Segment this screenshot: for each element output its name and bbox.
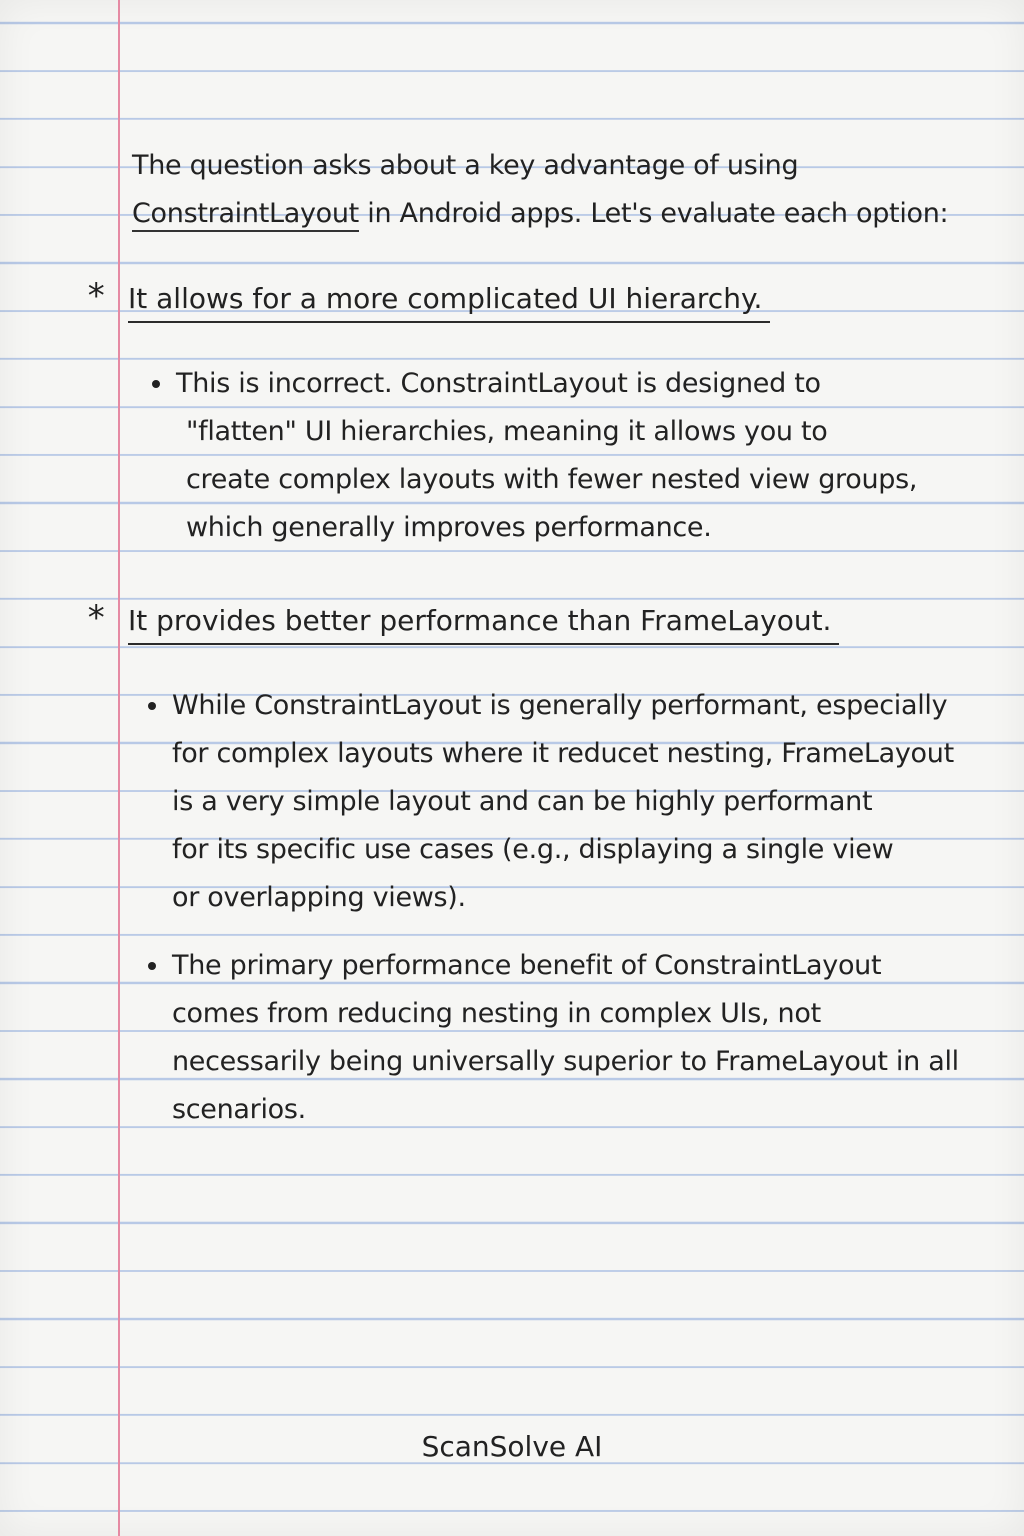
option-1-title: It allows for a more complicated UI hierarchy.: [128, 282, 770, 323]
option-1-asterisk: *: [86, 276, 107, 316]
intro-rest: in Android apps. Let's evaluate each option:: [358, 198, 949, 229]
margin-line: [118, 0, 120, 1536]
option-2-bullet-1-line-3: is a very simple layout and can be highly performant: [172, 786, 873, 817]
option-2-bullet-2-line-4: scenarios.: [172, 1094, 306, 1125]
intro-line-1: The question asks about a key advantage of using: [132, 150, 799, 181]
option-2-bullet-2-line-3: necessarily being universally superior to FrameLayout in all: [172, 1046, 959, 1077]
option-2-bullet-2-line-1: The primary performance benefit of ConstraintLayout: [172, 950, 882, 981]
option-1-bullet-1-line-1: This is incorrect. ConstraintLayout is designed to: [176, 368, 821, 399]
option-1-bullet-1-line-3: create complex layouts with fewer nested view groups,: [186, 464, 918, 495]
option-2-bullet-1-line-2: for complex layouts where it reducet nesting, FrameLayout: [172, 738, 954, 769]
footer-brand: ScanSolve AI: [421, 1430, 603, 1463]
option-2-asterisk: *: [86, 598, 107, 638]
option-1-bullet-1-dot: [152, 380, 160, 388]
option-2-bullet-2-line-2: comes from reducing nesting in complex UIs, not: [172, 998, 821, 1029]
option-2-bullet-1-dot: [148, 702, 156, 710]
option-2-bullet-1-line-5: or overlapping views).: [172, 882, 466, 913]
option-2-title: It provides better performance than FrameLayout.: [128, 604, 839, 645]
option-1-bullet-1-line-4: which generally improves performance.: [186, 512, 712, 543]
option-1-bullet-1-line-2: "flatten" UI hierarchies, meaning it allows you to: [186, 416, 828, 447]
option-2-bullet-1-line-1: While ConstraintLayout is generally performant, especially: [172, 690, 948, 721]
intro-term: ConstraintLayout: [132, 198, 359, 232]
option-2-bullet-2-dot: [148, 962, 156, 970]
intro-line-2: [132, 190, 948, 238]
option-2-bullet-1-line-4: for its specific use cases (e.g., displaying a single view: [172, 834, 894, 865]
